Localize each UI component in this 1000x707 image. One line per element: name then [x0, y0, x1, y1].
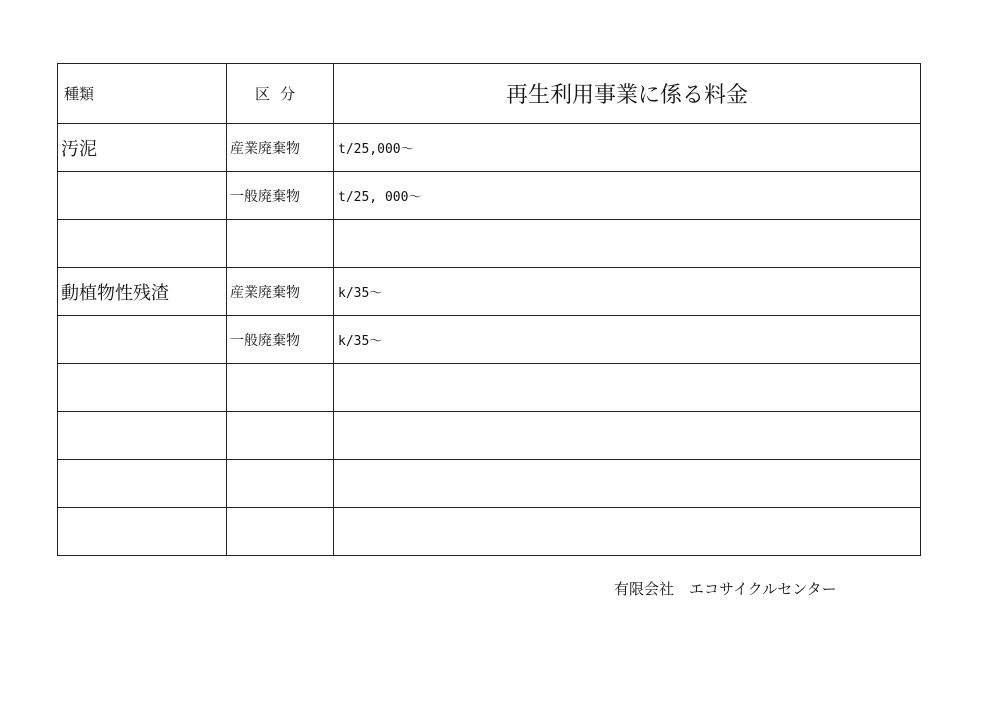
cell-fee — [334, 220, 921, 268]
table-row — [58, 268, 921, 316]
table-row — [58, 220, 921, 268]
cell-type — [58, 412, 227, 460]
cell-fee — [334, 364, 921, 412]
cell-division — [227, 460, 334, 508]
cell-fee: k/35～ — [334, 268, 921, 316]
cell-division: 一般廃棄物 — [227, 172, 334, 220]
table-row — [58, 316, 921, 364]
cell-fee — [334, 508, 921, 556]
cell-fee: k/35～ — [334, 316, 921, 364]
cell-type — [58, 220, 227, 268]
cell-division — [227, 508, 334, 556]
table-row — [58, 460, 921, 508]
table-row — [58, 172, 921, 220]
cell-division: 産業廃棄物 — [227, 268, 334, 316]
company-name: 有限会社 エコサイクルセンター — [614, 580, 837, 598]
cell-fee — [334, 460, 921, 508]
header-fee: 再生利用事業に係る料金 — [334, 64, 921, 124]
cell-fee: t/25, 000～ — [334, 172, 921, 220]
table-row — [58, 364, 921, 412]
cell-division — [227, 412, 334, 460]
cell-type — [58, 460, 227, 508]
fee-table — [57, 63, 921, 556]
cell-type — [58, 172, 227, 220]
cell-type: 汚泥 — [58, 124, 227, 172]
table-row — [58, 508, 921, 556]
cell-division — [227, 220, 334, 268]
cell-division — [227, 364, 334, 412]
cell-type — [58, 316, 227, 364]
table-row — [58, 124, 921, 172]
cell-division: 産業廃棄物 — [227, 124, 334, 172]
cell-fee: t/25,000～ — [334, 124, 921, 172]
header-division: 区分 — [227, 64, 334, 124]
header-type: 種類 — [58, 64, 227, 124]
cell-fee — [334, 412, 921, 460]
cell-division: 一般廃棄物 — [227, 316, 334, 364]
cell-type — [58, 508, 227, 556]
cell-type — [58, 364, 227, 412]
header-row — [58, 64, 921, 124]
table-row — [58, 412, 921, 460]
cell-type: 動植物性残渣 — [58, 268, 227, 316]
